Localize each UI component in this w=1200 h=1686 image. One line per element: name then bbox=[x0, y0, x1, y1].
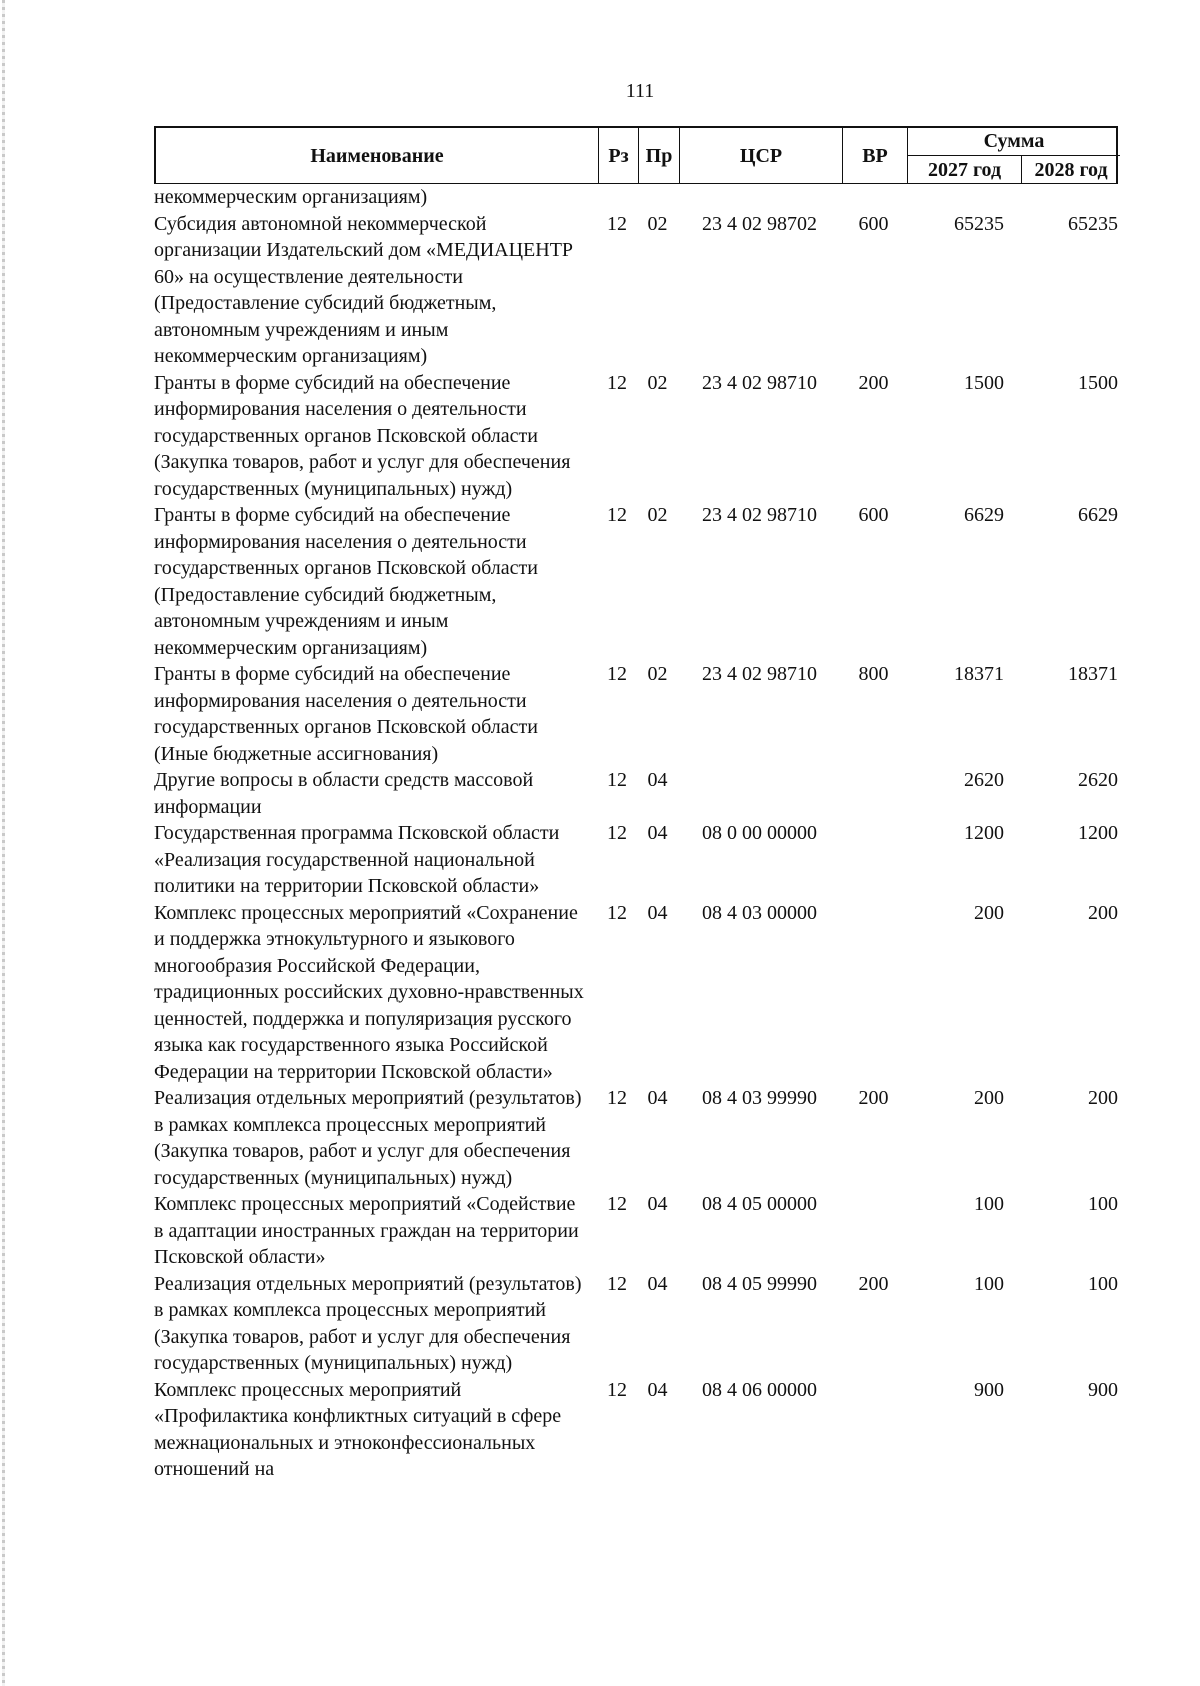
row-csr: 08 4 03 99990 bbox=[702, 1087, 817, 1109]
row-pr: 02 bbox=[647, 212, 668, 235]
page-number: 111 bbox=[625, 80, 655, 102]
row-name: Гранты в форме субсидий на обеспечение информирования населения о деятельности государственных органов Псковской области (Предоставление субсидий бюджетным, автономным учреждениям и иным некоммерческим организациям) bbox=[154, 504, 538, 659]
row-rz: 12 bbox=[607, 822, 627, 844]
row-rz: 12 bbox=[607, 769, 627, 791]
row-name: некоммерческим организациям) bbox=[154, 186, 428, 208]
header-csr: ЦСР bbox=[680, 128, 843, 184]
row-sum-2027: 18371 bbox=[954, 663, 1004, 685]
table-row bbox=[154, 502, 1118, 661]
row-vr: 600 bbox=[858, 504, 889, 526]
row-csr: 08 4 05 99990 bbox=[702, 1272, 817, 1295]
row-name: Другие вопросы в области средств массовой информации bbox=[154, 769, 534, 818]
row-rz: 12 bbox=[607, 1378, 627, 1401]
row-pr: 02 bbox=[647, 504, 668, 526]
table-row bbox=[154, 767, 1118, 820]
header-sum: Сумма bbox=[908, 128, 1120, 156]
row-csr: 08 4 03 00000 bbox=[702, 901, 817, 924]
table-body bbox=[154, 184, 1118, 1483]
row-rz: 12 bbox=[607, 663, 627, 685]
row-sum-2028: 1500 bbox=[1078, 371, 1118, 394]
table-row bbox=[154, 820, 1118, 900]
row-sum-2028: 200 bbox=[1088, 1087, 1118, 1109]
row-rz: 12 bbox=[607, 504, 627, 526]
row-sum-2028: 200 bbox=[1088, 901, 1118, 924]
table-row bbox=[154, 1191, 1118, 1271]
row-csr: 08 4 06 00000 bbox=[702, 1378, 817, 1401]
header-vr: ВР bbox=[843, 128, 908, 184]
row-pr: 04 bbox=[647, 1272, 668, 1295]
row-sum-2027: 65235 bbox=[954, 212, 1004, 235]
row-sum-2028: 100 bbox=[1088, 1193, 1118, 1215]
row-csr: 23 4 02 98710 bbox=[702, 371, 817, 394]
row-rz: 12 bbox=[607, 1272, 627, 1295]
row-sum-2028: 100 bbox=[1088, 1272, 1118, 1295]
row-sum-2027: 6629 bbox=[964, 504, 1004, 526]
row-sum-2028: 6629 bbox=[1078, 504, 1118, 526]
row-csr: 08 0 00 00000 bbox=[702, 822, 817, 844]
row-sum-2027: 200 bbox=[974, 1087, 1004, 1109]
row-pr: 02 bbox=[647, 663, 668, 685]
row-vr: 800 bbox=[858, 663, 889, 685]
row-sum-2027: 900 bbox=[974, 1378, 1004, 1401]
table-row bbox=[154, 1377, 1118, 1483]
row-sum-2027: 100 bbox=[974, 1193, 1004, 1215]
row-rz: 12 bbox=[607, 212, 627, 235]
row-sum-2028: 1200 bbox=[1078, 822, 1118, 844]
row-csr: 08 4 05 00000 bbox=[702, 1193, 817, 1215]
row-vr: 200 bbox=[858, 371, 889, 394]
row-name: Гранты в форме субсидий на обеспечение информирования населения о деятельности государственных органов Псковской области (Закупка товаров, работ и услуг для обеспечения государственных (муниципальных) нужд) bbox=[154, 371, 571, 500]
row-sum-2027: 1200 bbox=[964, 822, 1004, 844]
row-pr: 04 bbox=[647, 1193, 668, 1215]
row-sum-2027: 1500 bbox=[964, 371, 1004, 394]
table-row bbox=[154, 900, 1118, 1086]
row-pr: 04 bbox=[647, 1378, 668, 1401]
row-pr: 04 bbox=[647, 822, 668, 844]
row-sum-2028: 65235 bbox=[1068, 212, 1118, 235]
row-csr: 23 4 02 98710 bbox=[702, 504, 817, 526]
row-csr: 23 4 02 98702 bbox=[702, 212, 817, 235]
row-sum-2027: 100 bbox=[974, 1272, 1004, 1295]
row-csr: 23 4 02 98710 bbox=[702, 663, 817, 685]
table-row bbox=[154, 184, 1118, 211]
table-row bbox=[154, 661, 1118, 767]
row-rz: 12 bbox=[607, 371, 627, 394]
row-name: Реализация отдельных мероприятий (результатов) в рамках комплекса процессных мероприятий (Закупка товаров, работ и услуг для обеспечения государственных (муниципальных) нужд) bbox=[154, 1087, 582, 1189]
header-sum-group bbox=[908, 128, 1120, 184]
row-name: Комплекс процессных мероприятий «Профилактика конфликтных ситуаций в сфере межнациональных и этноконфессиональных отношений на bbox=[154, 1378, 562, 1480]
row-pr: 04 bbox=[647, 769, 668, 791]
row-rz: 12 bbox=[607, 1193, 627, 1215]
header-year-2027: 2027 год bbox=[908, 156, 1022, 184]
row-name: Реализация отдельных мероприятий (результатов) в рамках комплекса процессных мероприятий (Закупка товаров, работ и услуг для обеспечения государственных (муниципальных) нужд) bbox=[154, 1272, 582, 1374]
row-name: Государственная программа Псковской области «Реализация государственной национальной политики на территории Псковской области» bbox=[154, 822, 560, 897]
table-row bbox=[154, 1271, 1118, 1377]
header-year-2028: 2028 год bbox=[1034, 158, 1108, 181]
row-name: Комплекс процессных мероприятий «Сохранение и поддержка этнокультурного и языкового многообразия Российской Федерации, традиционных российских духовно-нравственных ценностей, поддержка и популяризация русского языка как государственного языка Российской Федерации на территории Псковской области» bbox=[154, 901, 584, 1083]
row-sum-2028: 18371 bbox=[1068, 663, 1118, 685]
row-sum-2028: 900 bbox=[1088, 1378, 1118, 1401]
header-rz: Рз bbox=[599, 128, 639, 184]
row-sum-2027: 2620 bbox=[964, 769, 1004, 791]
row-sum-2028: 2620 bbox=[1078, 769, 1118, 791]
row-sum-2027: 200 bbox=[974, 901, 1004, 924]
row-rz: 12 bbox=[607, 901, 627, 924]
row-pr: 02 bbox=[647, 371, 668, 394]
table-row bbox=[154, 370, 1118, 503]
row-name: Комплекс процессных мероприятий «Содействие в адаптации иностранных граждан на территории Псковской области» bbox=[154, 1193, 579, 1268]
table-row bbox=[154, 1085, 1118, 1191]
budget-table bbox=[154, 126, 1118, 1483]
row-pr: 04 bbox=[647, 901, 668, 924]
header-name: Наименование bbox=[156, 128, 599, 184]
table-row bbox=[154, 211, 1118, 370]
scan-edge bbox=[2, 0, 5, 1686]
row-rz: 12 bbox=[607, 1087, 627, 1109]
table-header bbox=[154, 126, 1118, 184]
row-vr: 200 bbox=[858, 1087, 889, 1109]
row-vr: 200 bbox=[858, 1272, 889, 1295]
row-vr: 600 bbox=[858, 212, 889, 235]
row-pr: 04 bbox=[647, 1087, 668, 1109]
row-name: Субсидия автономной некоммерческой организации Издательский дом «МЕДИАЦЕНТР 60» на осуществление деятельности (Предоставление субсидий бюджетным, автономным учреждениям и иным некоммерческим организациям) bbox=[154, 212, 574, 367]
header-pr: Пр bbox=[639, 128, 680, 184]
row-name: Гранты в форме субсидий на обеспечение информирования населения о деятельности государственных органов Псковской области (Иные бюджетные ассигнования) bbox=[154, 663, 538, 765]
